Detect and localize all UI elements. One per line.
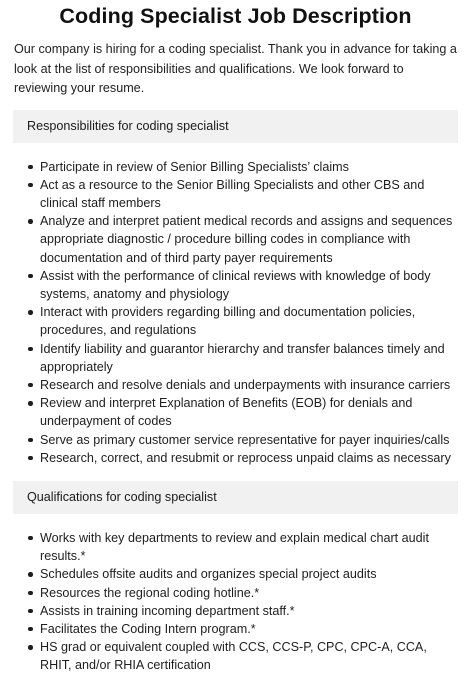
list-item: [13, 638, 458, 674]
list-item: [13, 340, 458, 376]
qualifications-list: [13, 529, 458, 675]
list-item-text: Assist with the performance of clinical reviews with knowledge of body systems, anatomy and physiology: [40, 268, 431, 301]
list-item: [13, 584, 458, 602]
list-item: [13, 176, 458, 212]
bullet-icon: [28, 401, 33, 406]
list-item-text: Research, correct, and resubmit or reprocess unpaid claims as necessary: [40, 450, 451, 465]
list-item: [13, 267, 458, 303]
list-item-text: Review and interpret Explanation of Benefits (EOB) for denials and underpayment of codes: [40, 396, 413, 429]
bullet-icon: [28, 438, 33, 443]
page-title: Coding Specialist Job Description: [59, 4, 412, 28]
bullet-icon: [28, 645, 33, 650]
bullet-icon: [28, 456, 33, 461]
bullet-icon: [28, 591, 33, 596]
qualifications-heading: Qualifications for coding specialist: [27, 490, 217, 505]
list-item-text: Interact with providers regarding billing and documentation policies, procedures, and regulations: [40, 305, 416, 338]
list-item-text: HS grad or equivalent coupled with CCS, CCS-P, CPC, CPC-A, CCA, RHIT, and/or RHIA certification: [40, 640, 427, 673]
bullet-icon: [28, 165, 33, 170]
bullet-icon: [28, 183, 33, 188]
responsibilities-heading: Responsibilities for coding specialist: [27, 119, 229, 133]
list-item: [13, 431, 458, 449]
list-item-text: Schedules offsite audits and organizes special project audits: [40, 567, 377, 582]
list-item-text: Works with key departments to review and explain medical chart audit results.*: [40, 530, 429, 564]
list-item-text: Act as a resource to the Senior Billing Specialists and other CBS and clinical staff members: [40, 177, 425, 210]
list-item: [13, 529, 458, 565]
bullet-icon: [28, 347, 33, 352]
list-item: [13, 212, 458, 267]
responsibilities-list: [13, 158, 458, 467]
intro-paragraph: Our company is hiring for a coding specialist. Thank you in advance for taking a look at the list of responsibilities and qualifications. We look forward to reviewing your resume.: [14, 42, 457, 95]
list-item: [13, 620, 458, 638]
list-item-text: Participate in review of Senior Billing Specialists’ claims: [40, 159, 349, 174]
list-item-text: Research and resolve denials and underpayments with insurance carriers: [40, 377, 451, 392]
list-item: [13, 394, 458, 430]
list-item-text: Identify liability and guarantor hierarchy and transfer balances timely and appropriately: [40, 341, 445, 374]
bullet-icon: [28, 627, 33, 632]
list-item-text: Resources the regional coding hotline.*: [40, 585, 260, 600]
qualifications-header: [13, 481, 458, 514]
bullet-icon: [28, 536, 33, 541]
bullet-icon: [28, 383, 33, 388]
list-item-text: Assists in training incoming department staff.*: [40, 603, 295, 618]
list-item: [13, 376, 458, 394]
responsibilities-header: [13, 110, 458, 143]
bullet-icon: [28, 609, 33, 614]
bullet-icon: [28, 219, 33, 224]
bullet-icon: [28, 310, 33, 315]
list-item: [13, 565, 458, 583]
list-item-text: Facilitates the Coding Intern program.*: [40, 621, 256, 636]
list-item-text: Analyze and interpret patient medical records and assigns and sequences appropriate diagnostic / procedure billing codes in compliance with documentation and of third party payer requirements: [40, 214, 453, 265]
list-item-text: Serve as primary customer service representative for payer inquiries/calls: [40, 432, 450, 447]
list-item: [13, 449, 458, 467]
list-item: [13, 303, 458, 339]
bullet-icon: [28, 572, 33, 577]
list-item: [13, 158, 458, 176]
list-item: [13, 602, 458, 620]
bullet-icon: [28, 274, 33, 279]
